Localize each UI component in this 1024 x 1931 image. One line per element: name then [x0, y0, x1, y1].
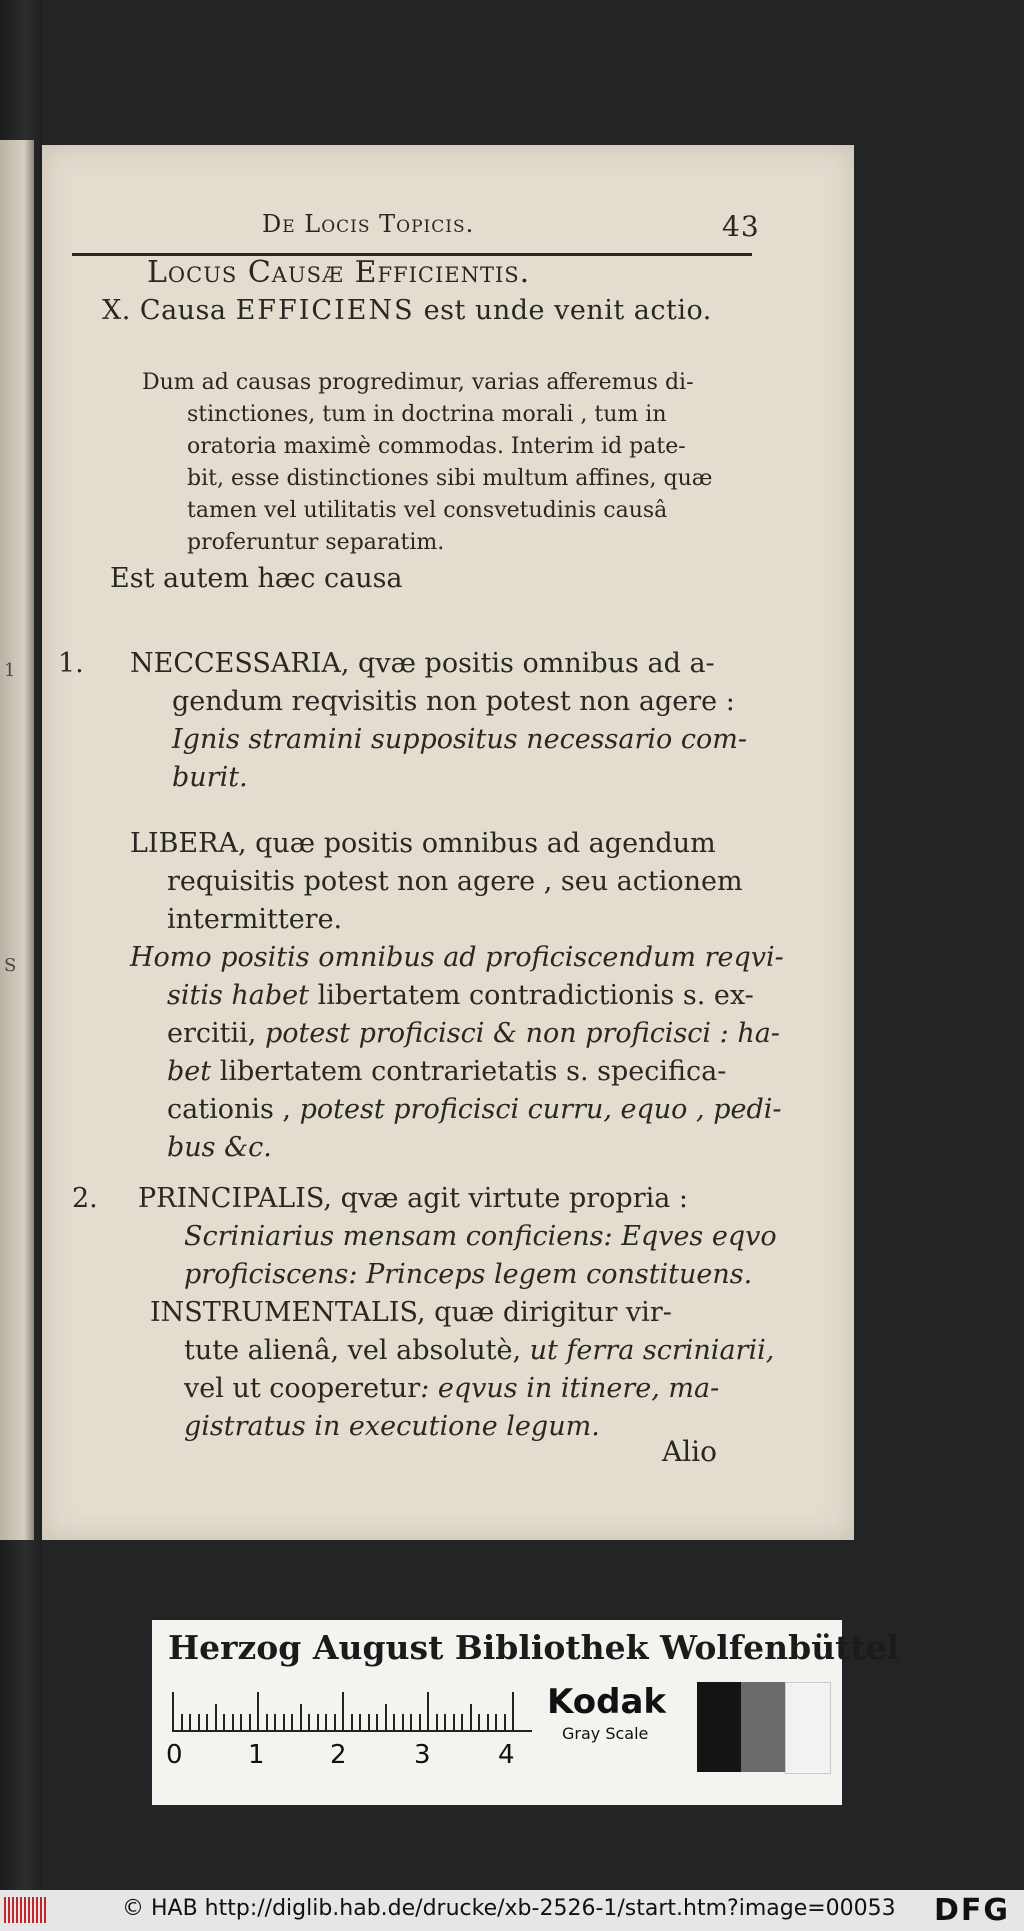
libera-line: requisitis potest non agere , seu actionem	[167, 866, 743, 897]
ruler-tick	[376, 1714, 378, 1730]
principalis-example: Scriniarius mensam conficiens: Eqves eqvo	[184, 1221, 777, 1252]
ruler-tick	[181, 1714, 183, 1730]
kodak-logo: Kodak	[547, 1682, 666, 1722]
ruler-tick	[215, 1704, 217, 1730]
margin-mark: S	[4, 955, 17, 976]
ruler-tick	[283, 1714, 285, 1730]
necessaria-line: gendum reqvisitis non potest non agere :	[172, 686, 735, 717]
instrumentalis-line: gistratus in executione legum.	[184, 1411, 600, 1442]
ruler-number: 3	[414, 1740, 431, 1770]
ruler	[172, 1690, 532, 1732]
running-header	[262, 210, 762, 246]
instrumentalis-line: vel ut cooperetur: eqvus in itinere, ma-	[184, 1373, 720, 1404]
definition-numeral: X.	[102, 295, 131, 326]
libera-example: cationis , potest proficisci curru, equo , pedi-	[167, 1094, 782, 1125]
instrumentalis-line: INSTRUMENTALIS, quæ dirigitur vir-	[150, 1297, 672, 1328]
ruler-tick	[172, 1692, 174, 1730]
ruler-tick	[487, 1714, 489, 1730]
ruler-number: 4	[498, 1740, 515, 1770]
ruler-tick	[453, 1714, 455, 1730]
libera-example: bet libertatem contrarietatis s. specifica-	[167, 1056, 727, 1087]
item-number: 2.	[72, 1183, 98, 1214]
ruler-tick	[444, 1714, 446, 1730]
copyright-link[interactable]: © HAB http://diglib.hab.de/drucke/xb-2526-1/start.htm?image=00053	[122, 1896, 896, 1921]
ruler-tick	[512, 1692, 514, 1730]
gray-scale-label: Gray Scale	[562, 1724, 649, 1743]
ruler-number: 0	[166, 1740, 183, 1770]
note-line: tamen vel utilitatis vel consvetudinis causâ	[187, 498, 668, 523]
ruler-number: 1	[248, 1740, 265, 1770]
ruler-tick	[410, 1714, 412, 1730]
principalis-line: PRINCIPALIS, qvæ agit virtute propria :	[138, 1183, 689, 1214]
viewer-footer	[0, 1890, 1024, 1931]
ruler-number: 2	[330, 1740, 347, 1770]
ruler-tick	[257, 1692, 259, 1730]
ruler-tick	[504, 1714, 506, 1730]
libera-example: ercitii, potest proficisci & non proficisci : ha-	[167, 1018, 780, 1049]
ruler-tick	[291, 1714, 293, 1730]
ruler-tick	[274, 1714, 276, 1730]
ruler-tick	[385, 1704, 387, 1730]
note-line: proferuntur separatim.	[187, 530, 445, 555]
ruler-tick	[359, 1714, 361, 1730]
gray-patch-white	[785, 1682, 831, 1774]
note-line: bit, esse distinctiones sibi multum affines, quæ	[187, 466, 713, 491]
margin-mark: 1	[4, 660, 16, 681]
libera-example: Homo positis omnibus ad proficiscendum reqvi-	[130, 942, 784, 973]
color-scale-card	[152, 1620, 900, 1805]
ruler-tick	[402, 1714, 404, 1730]
ruler-tick	[351, 1714, 353, 1730]
instrumentalis-line: tute alienâ, vel absolutè, ut ferra scriniarii,	[184, 1335, 775, 1366]
section-title: Locus Causæ Efficientis.	[147, 255, 531, 290]
definition-line	[102, 295, 712, 326]
definition-post: est unde venit actio.	[414, 295, 712, 326]
facing-page-edge	[0, 140, 34, 1540]
ruler-tick	[478, 1714, 480, 1730]
ruler-tick	[240, 1714, 242, 1730]
note-line: oratoria maximè commodas. Interim id pate-	[187, 434, 686, 459]
libera-example: bus &c.	[167, 1132, 272, 1163]
necessaria-example: Ignis stramini suppositus necessario com-	[172, 724, 747, 755]
dfg-logo: DFG	[934, 1893, 1011, 1928]
definition-keyword: EFFICIENS	[235, 295, 415, 326]
ruler-tick	[419, 1714, 421, 1730]
gray-patch-black	[697, 1682, 741, 1772]
ruler-tick	[198, 1714, 200, 1730]
note-line: Dum ad causas progredimur, varias afferemus di-	[142, 370, 694, 395]
ruler-tick	[189, 1714, 191, 1730]
ruler-tick	[232, 1714, 234, 1730]
ruler-tick	[342, 1692, 344, 1730]
intro-line: Est autem hæc causa	[110, 563, 403, 594]
catchword: Alio	[662, 1435, 717, 1468]
library-name: Herzog August Bibliothek Wolfenbüttel	[168, 1628, 900, 1667]
barcode-icon	[4, 1897, 46, 1923]
ruler-tick	[393, 1714, 395, 1730]
page-number: 43	[722, 210, 760, 243]
ruler-tick	[308, 1714, 310, 1730]
ruler-tick	[427, 1692, 429, 1730]
ruler-tick	[223, 1714, 225, 1730]
running-title: De Locis Topicis.	[262, 210, 475, 238]
ruler-tick	[368, 1714, 370, 1730]
necessaria-example: burit.	[172, 762, 248, 793]
ruler-tick	[249, 1714, 251, 1730]
item-number: 1.	[58, 648, 84, 679]
principalis-example: proficiscens: Princeps legem constituens.	[184, 1259, 753, 1290]
ruler-tick	[325, 1714, 327, 1730]
ruler-tick	[461, 1714, 463, 1730]
ruler-tick	[317, 1714, 319, 1730]
ruler-tick	[495, 1714, 497, 1730]
ruler-tick	[436, 1714, 438, 1730]
libera-example: sitis habet libertatem contradictionis s. ex-	[167, 980, 754, 1011]
ruler-tick	[300, 1704, 302, 1730]
gray-patch-mid	[741, 1682, 785, 1772]
ruler-tick	[470, 1704, 472, 1730]
ruler-tick	[266, 1714, 268, 1730]
necessaria-line: NECCESSARIA, qvæ positis omnibus ad a-	[130, 648, 715, 679]
definition-pre: Causa	[139, 295, 236, 326]
book-page	[42, 145, 854, 1540]
ruler-tick	[206, 1714, 208, 1730]
libera-line: intermittere.	[167, 904, 343, 935]
note-line: stinctiones, tum in doctrina morali , tum in	[187, 402, 667, 427]
ruler-tick	[334, 1714, 336, 1730]
libera-line: LIBERA, quæ positis omnibus ad agendum	[130, 828, 716, 859]
